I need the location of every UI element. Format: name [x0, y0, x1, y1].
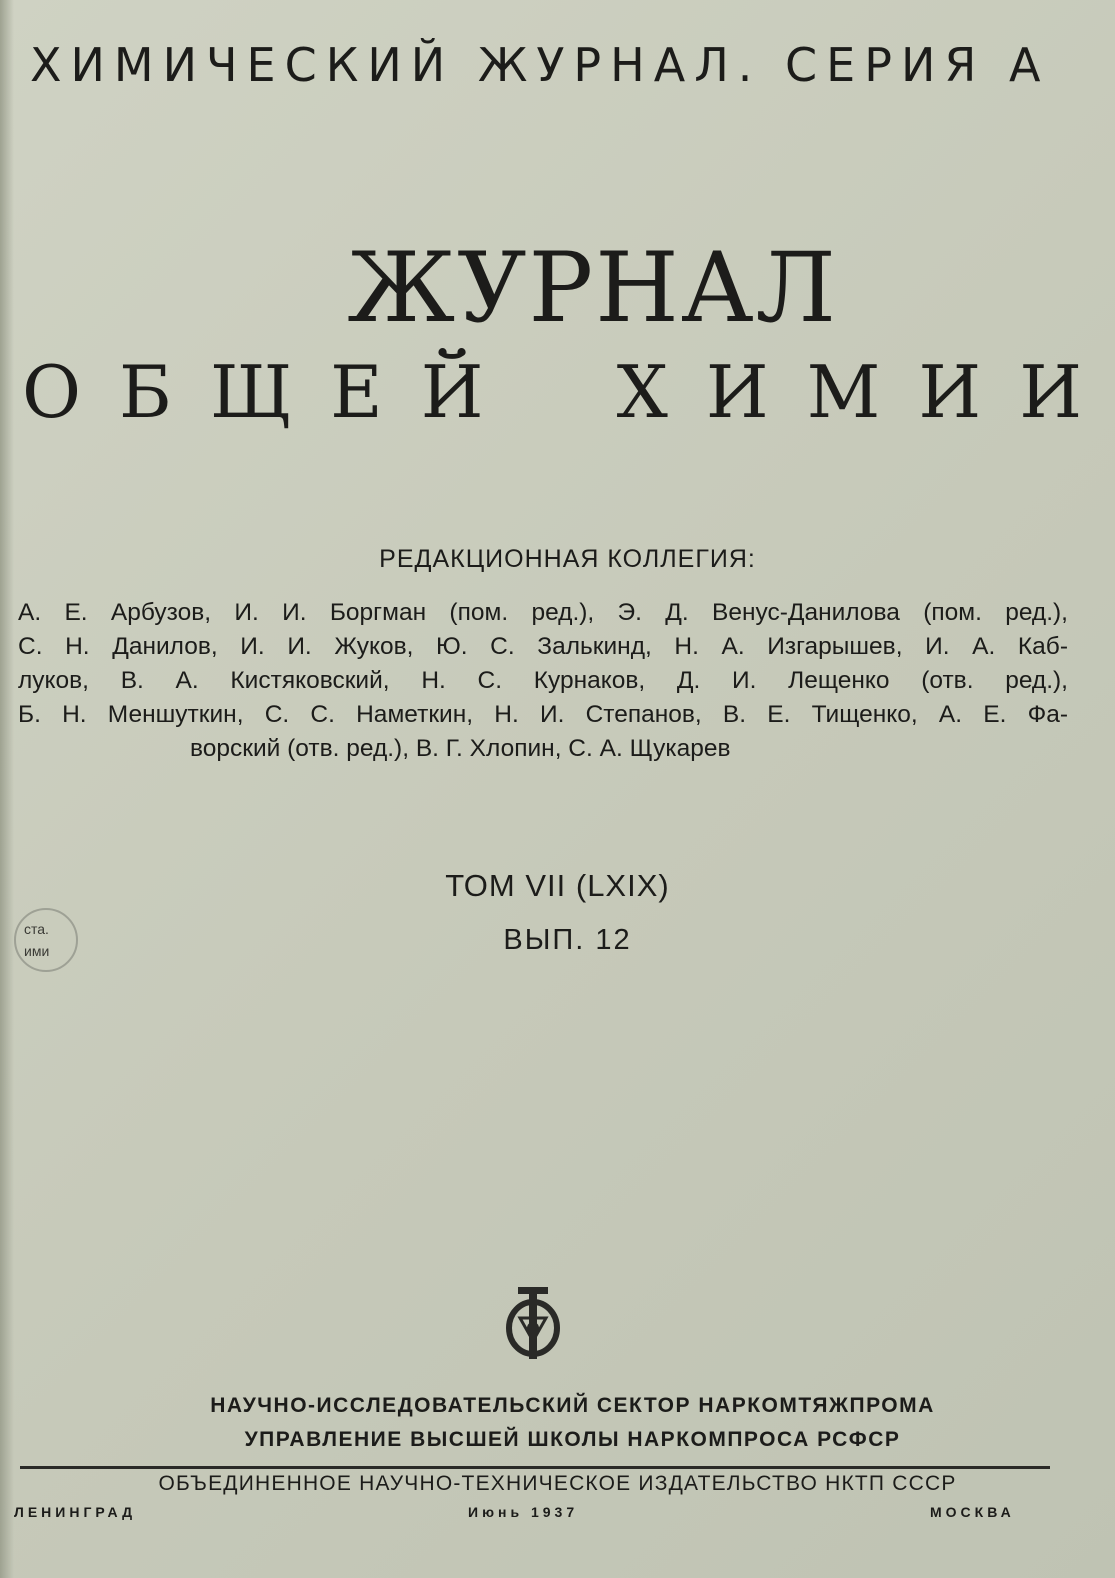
volume-label: ТОМ VII (LXIX) [445, 868, 670, 903]
members-line: С. Н. Данилов, И. И. Жуков, Ю. С. Залькинд, Н. А. Изгарышев, И. А. Каб- [18, 633, 1068, 660]
imprint-date: Июнь 1937 [468, 1504, 579, 1520]
series-heading: ХИМИЧЕСКИЙ ЖУРНАЛ. СЕРИЯ А [30, 38, 1050, 92]
title-word-obshchey: О Б Щ Е Й [22, 350, 484, 434]
journal-title-line1: ЖУРНАЛ [347, 232, 838, 344]
sector-line-2: УПРАВЛЕНИЕ ВЫСШЕЙ ШКОЛЫ НАРКОМПРОСА РСФСР [244, 1428, 901, 1451]
publisher-name: ОБЪЕДИНЕННОЕ НАУЧНО-ТЕХНИЧЕСКОЕ ИЗДАТЕЛЬСТВО НКТП СССР [158, 1472, 957, 1495]
members-line: А. Е. Арбузов, И. И. Боргман (пом. ред.), Э. Д. Венус-Данилова (пом. ред.), [18, 599, 1068, 626]
journal-title-line2 [22, 350, 1082, 434]
members-line: луков, В. А. Кистяковский, Н. С. Курнаков, Д. И. Лещенко (отв. ред.), [18, 667, 1068, 694]
imprint-city-right: МОСКВА [930, 1504, 1015, 1520]
imprint-city-left: ЛЕНИНГРАД [14, 1504, 137, 1520]
editorial-board-heading: РЕДАКЦИОННАЯ КОЛЛЕГИЯ: [379, 545, 756, 573]
editorial-board-members [18, 596, 1068, 766]
margin-note-line: ста. [24, 921, 49, 937]
divider-rule [20, 1466, 1050, 1469]
issue-label: ВЫП. 12 [503, 924, 632, 956]
members-line: Б. Н. Меншуткин, С. С. Наметкин, Н. И. Степанов, В. Е. Тищенко, А. Е. Фа- [18, 701, 1068, 728]
title-word-khimii: Х И М И И [616, 350, 1082, 434]
members-line: ворский (отв. ред.), В. Г. Хлопин, С. А. Щукарев [190, 735, 731, 762]
margin-note-line: ими [24, 943, 50, 959]
publisher-emblem-icon [500, 1283, 566, 1363]
sector-line-1: НАУЧНО-ИССЛЕДОВАТЕЛЬСКИЙ СЕКТОР НАРКОМТЯЖПРОМА [210, 1394, 935, 1417]
